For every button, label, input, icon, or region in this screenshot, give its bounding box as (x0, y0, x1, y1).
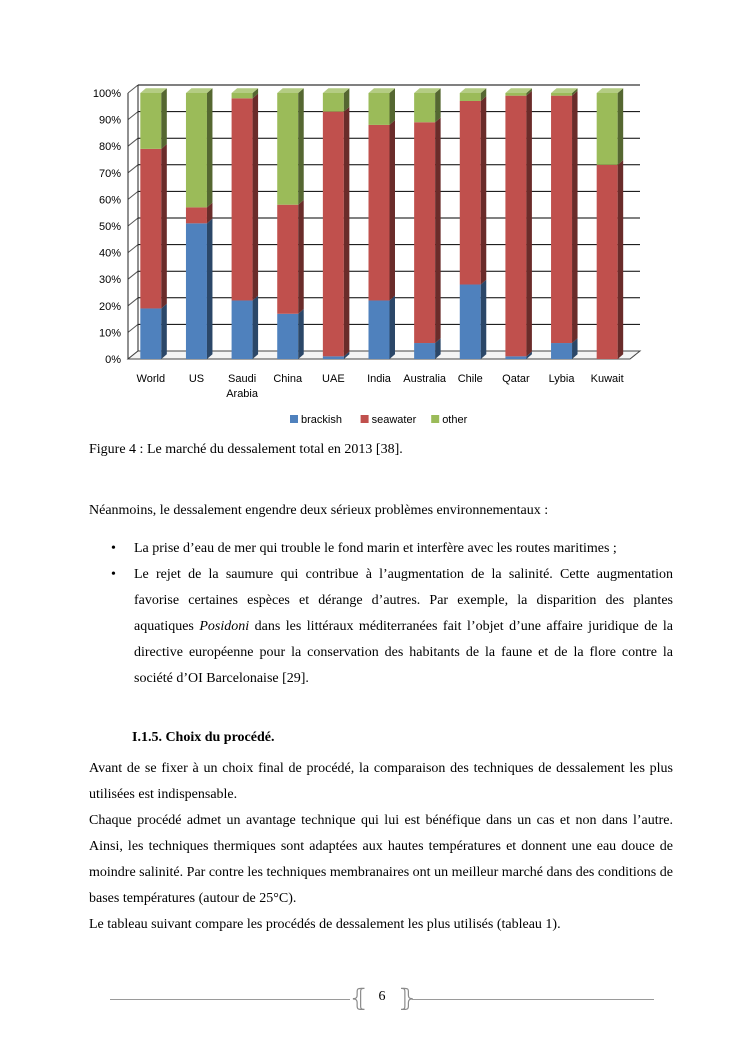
legend-label-other: other (442, 414, 468, 426)
list-item-text: dans les littéraux méditerranées fait l’objet d’une affaire juridique de la directive européenne pour la conservation des habitants de la faune et de la flore contre la société d’OI Barcelonaise [29]. (134, 619, 674, 686)
page-number: 6 (378, 989, 386, 1004)
bar-segment-other (323, 93, 344, 112)
bar-side-seawater (435, 117, 441, 343)
bar-segment-brackish (369, 300, 390, 359)
x-tick-label-line: Kuwait (590, 373, 624, 385)
bar-side-brackish (481, 280, 487, 359)
bar-segment-brackish (323, 356, 344, 359)
bar-segment-other (460, 93, 481, 101)
bar-segment-brackish (505, 356, 526, 359)
bar-segment-seawater (505, 96, 526, 357)
bar-side-other (298, 88, 304, 205)
depth-gridline (128, 165, 138, 173)
list-item-text: Le rejet de la saumure qui contribue à l’augmentation de la salinité. Cette augmentation favorise certaines espèces et dérange d’autres. Par exemple, la disparition des plantes aquatiques (134, 567, 673, 634)
bar-segment-other (505, 93, 526, 96)
bullet-icon: • (111, 541, 116, 556)
bar-side-other (207, 88, 213, 207)
x-tick-label (322, 373, 345, 385)
bar-segment-brackish (186, 223, 207, 359)
depth-gridline (128, 324, 138, 332)
bar-segment-other (369, 93, 390, 125)
species-name: Posidoni (199, 619, 250, 634)
bar-side-seawater (390, 120, 396, 300)
bar-segment-seawater (186, 207, 207, 223)
bar-segment-brackish (140, 308, 161, 359)
paragraph-advantages: Chaque procédé admet un avantage technique qui lui est bénéfique dans un cas et non dans l’autre. Ainsi, les techniques thermiques sont adaptées aux hautes températures et donnent une eau douce de moindre salinité. Par contre les techniques membranaires ont un meilleur marché dans des conditions de bases températures (autour de 25°C). (89, 813, 673, 906)
y-tick-label: 90% (98, 114, 121, 127)
bar-segment-brackish (551, 343, 572, 359)
bar-side-other (390, 88, 396, 125)
x-tick-label-line: Arabia (226, 388, 258, 400)
footer-bracket-left: ⦃ (350, 984, 368, 1012)
depth-gridline (128, 191, 138, 199)
bar-side-seawater (298, 200, 304, 314)
y-tick-label: 30% (98, 274, 121, 287)
depth-gridline (128, 298, 138, 306)
list-item (89, 562, 673, 692)
x-tick-label-line: Australia (403, 373, 447, 385)
x-tick-label (367, 373, 392, 385)
bar-segment-seawater (414, 122, 435, 343)
bar-side-seawater (526, 91, 532, 356)
bar-segment-other (551, 93, 572, 96)
bar-side-seawater (161, 144, 167, 308)
x-tick-label-line: Lybia (548, 373, 575, 385)
bar-segment-seawater (323, 112, 344, 357)
bar-segment-other (414, 93, 435, 122)
x-tick-label-line: India (367, 373, 391, 385)
bar-segment-brackish (460, 285, 481, 359)
bullet-icon: • (111, 567, 116, 582)
bar-side-seawater (344, 107, 350, 357)
bar-side-other (618, 88, 624, 165)
figure-caption: Figure 4 : Le marché du dessalement total en 2013 [38]. (89, 442, 403, 457)
problems-list (89, 536, 673, 692)
y-tick-label: 10% (98, 327, 121, 340)
bar-side-brackish (253, 296, 259, 359)
bar-segment-other (597, 93, 618, 165)
depth-gridline (128, 245, 138, 253)
footer-rule-right (412, 999, 654, 1000)
y-tick-label: 70% (98, 167, 121, 180)
footer-bracket-right: ⦄ (398, 984, 416, 1012)
legend-label-brackish: brackish (301, 414, 342, 426)
x-tick-label-line: China (273, 373, 303, 385)
bar-segment-seawater (551, 96, 572, 343)
x-tick-label (226, 373, 259, 400)
paragraph-table-intro: Le tableau suivant compare les procédés de dessalement les plus utilisés (tableau 1). (89, 917, 561, 932)
footer-rule-left (110, 999, 350, 1000)
depth-gridline (128, 85, 138, 93)
y-tick-label: 20% (98, 300, 121, 313)
x-tick-label-line: UAE (322, 373, 345, 385)
depth-gridline (128, 218, 138, 226)
x-tick-label (273, 373, 303, 385)
page-footer (110, 985, 654, 1013)
bar-segment-seawater (232, 98, 253, 300)
intro-paragraph: Néanmoins, le dessalement engendre deux sérieux problèmes environnementaux : (89, 503, 549, 518)
legend-swatch-other (431, 415, 439, 423)
bar-segment-other (140, 93, 161, 149)
list-item-text: La prise d’eau de mer qui trouble le fond marin et interfère avec les routes maritimes ; (134, 541, 617, 556)
bar-segment-brackish (414, 343, 435, 359)
x-tick-label-line: US (188, 373, 205, 385)
bar-side-brackish (161, 304, 167, 359)
bar-segment-other (186, 93, 207, 207)
bar-segment-seawater (597, 165, 618, 359)
bar-side-other (435, 88, 441, 122)
y-tick-label: 0% (105, 354, 121, 366)
legend-swatch-brackish (290, 415, 298, 423)
bar-segment-seawater (277, 205, 298, 314)
x-tick-label (591, 373, 624, 385)
y-tick-label: 80% (98, 141, 121, 154)
x-tick-label-line: Saudi (228, 373, 257, 385)
bar-side-other (161, 88, 167, 149)
x-tick-label-line: World (136, 373, 166, 385)
x-tick-label (502, 373, 530, 385)
bar-side-seawater (253, 94, 259, 301)
section-heading: I.1.5. Choix du procédé. (132, 730, 275, 745)
x-tick-label (189, 373, 204, 385)
bar-segment-seawater (369, 125, 390, 301)
x-tick-label-line: Chile (457, 373, 483, 385)
bar-segment-other (277, 93, 298, 205)
x-tick-label (458, 373, 483, 385)
x-tick-label-line: Qatar (502, 373, 530, 385)
bar-segment-seawater (460, 101, 481, 285)
y-tick-label: 50% (98, 221, 121, 233)
bar-segment-brackish (232, 300, 253, 359)
legend-swatch-seawater (361, 415, 369, 423)
depth-gridline (128, 138, 138, 146)
bar-side-seawater (618, 160, 624, 359)
bar-side-seawater (481, 96, 487, 284)
bar-side-brackish (298, 309, 304, 359)
y-tick-label: 60% (98, 194, 121, 207)
bar-segment-other (232, 93, 253, 98)
bar-segment-brackish (277, 314, 298, 359)
list-item (89, 536, 673, 562)
depth-gridline (128, 112, 138, 120)
x-tick-label (403, 373, 447, 385)
y-tick-label: 100% (92, 88, 121, 100)
legend-label-seawater: seawater (371, 414, 417, 426)
paragraph-comparison: Avant de se fixer à un choix final de procédé, la comparaison des techniques de dessalement les plus utilisées est indispensable. (89, 761, 673, 802)
x-tick-label (137, 373, 166, 385)
bar-segment-seawater (140, 149, 161, 309)
bar-side-brackish (207, 219, 213, 359)
depth-gridline (128, 271, 138, 279)
bar-side-brackish (390, 296, 396, 359)
x-tick-label (549, 373, 576, 385)
bar-side-seawater (572, 91, 578, 343)
desalination-market-chart (80, 72, 660, 436)
y-tick-label: 40% (98, 247, 121, 260)
